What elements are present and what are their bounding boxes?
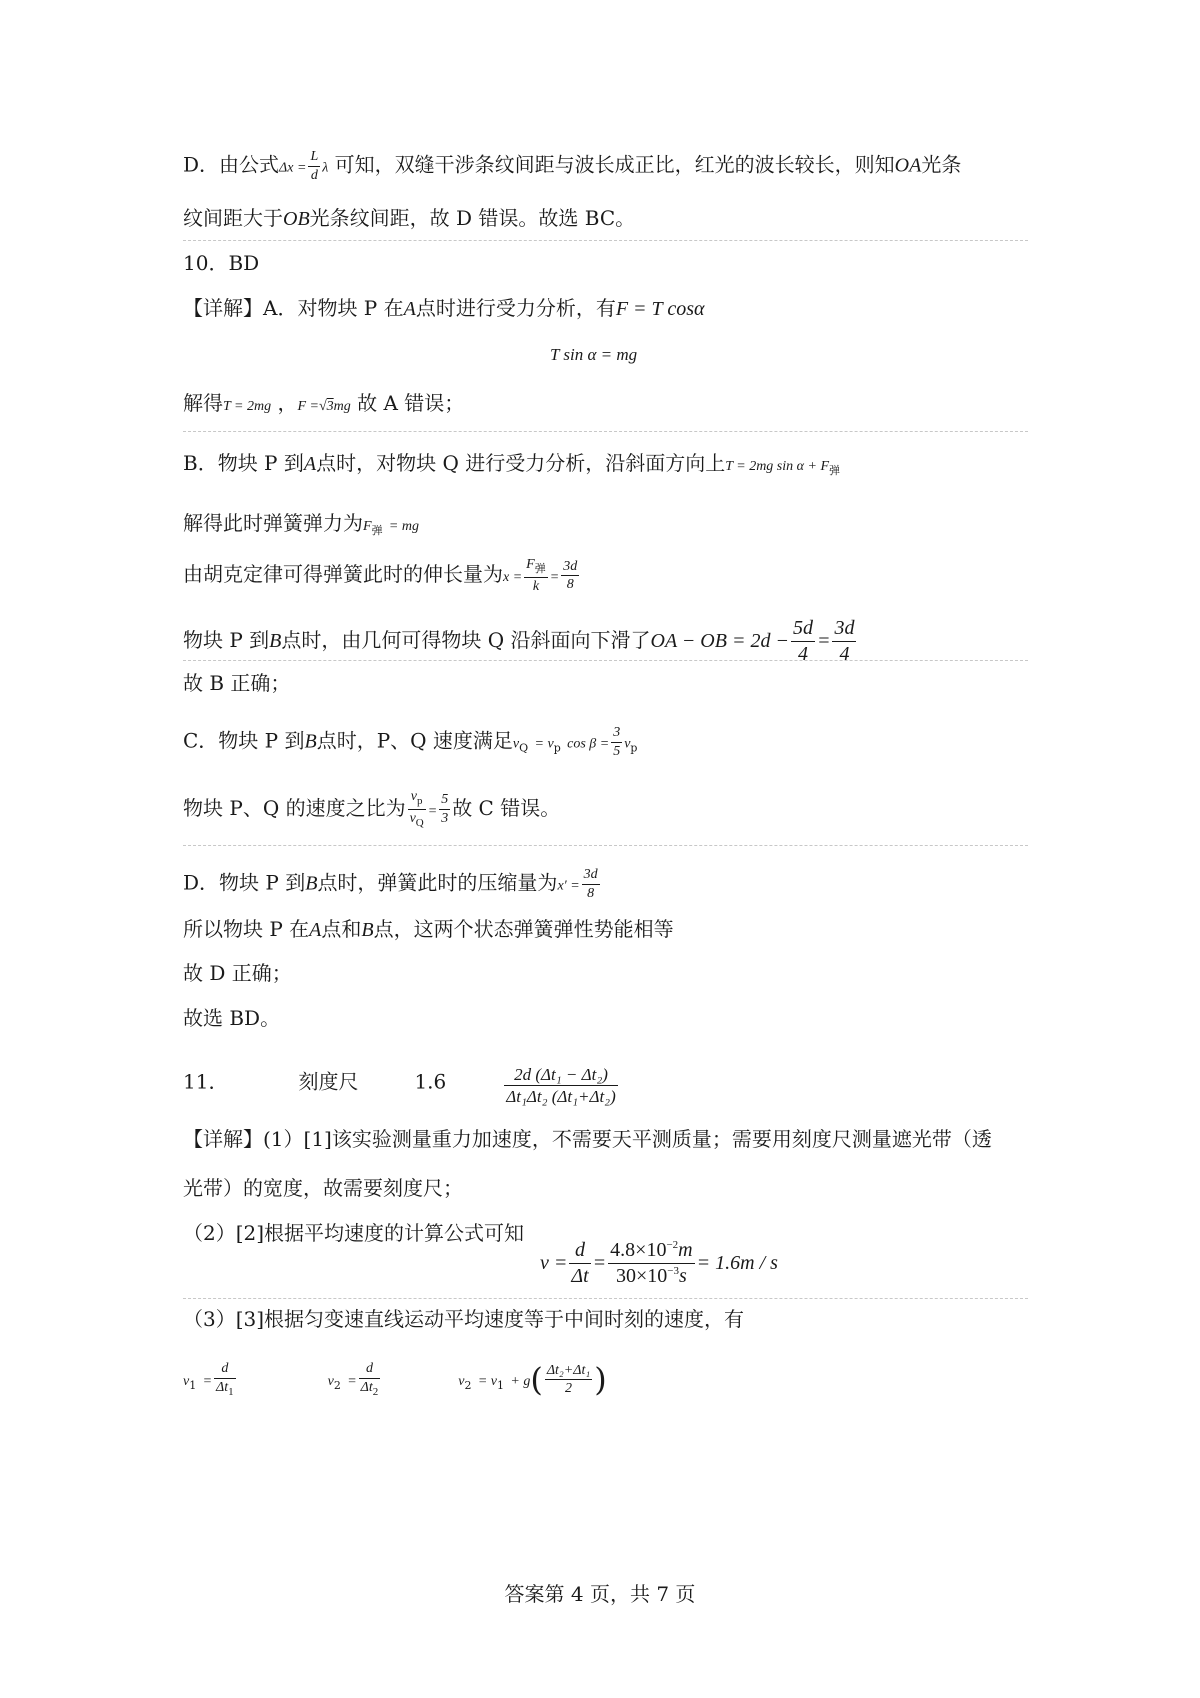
q10-solve-a: 解得T = 2mg ，F =√3mg 故 A 错误； [183, 391, 465, 415]
q10-geometry: 物块 P 到B点时，由几何可得物块 Q 沿斜面向下滑了OA − OB = 2d − $\frac{5d}{4}$ = $\frac{3d}{4}$ [183, 617, 855, 665]
divider [183, 1298, 1028, 1299]
fraction-3d-over-8: $\frac{3d}{8}$ [583, 867, 598, 901]
d-line-2: 纹间距大于OB光条纹间距，故 D 错误。故选 BC。 [183, 206, 636, 230]
q10-c-line: C．物块 P 到B点时，P、Q 速度满足$v_Q = v_p$ cos β = $\frac{3}{5}$ $v_p$ [183, 725, 638, 759]
q11-detail-3: （2）[2]根据平均速度的计算公式可知 [183, 1221, 525, 1245]
fraction-5d-over-4: $\frac{5d}{4}$ [792, 617, 813, 665]
q11-velocity-eq: v = $\frac{d}{\Delta t}$ = $\frac{4.8\times 10^{-2}m}{30\times 10^{-3}s}$ = 1.6m / s [540, 1239, 778, 1287]
q10-b-correct: 故 B 正确； [183, 671, 291, 695]
divider [183, 660, 1028, 661]
fraction-d-over-dt2: $\frac{d}{\Delta t_2}$ [360, 1361, 379, 1398]
q10-b-line: B．物块 P 到A点时，对物块 Q 进行受力分析，沿斜面方向上T = 2mg $\sin \alpha + F_弹$ [183, 451, 840, 477]
fraction-d-over-dt: $\frac{d}{\Delta t}$ [571, 1239, 589, 1287]
q10-number: 10．BD [183, 251, 260, 275]
q10-detail-a: 【详解】A．对物块 P 在A点时进行受力分析，有F = T cosα [183, 296, 705, 320]
q10-eq2: T sin α = mg [550, 345, 638, 364]
fraction-values: $\frac{4.8\times 10^{-2}m}{30\times 10^{-3}s}$ [610, 1239, 693, 1287]
fraction-answer-3: $\frac{\text{2d (Δt₁ − Δt₂)}}{\text{Δt₁Δt₂ (Δt₁+Δt₂)}}$ [506, 1065, 616, 1107]
fraction-5-over-3: $\frac{5}{3}$ [441, 792, 449, 826]
fraction-average-dt: $\frac{\text{Δt₂+Δt₁}}{2}$ [546, 1362, 591, 1397]
q10-hooke: 由胡克定律可得弹簧此时的伸长量为x = $\frac{F_弹}{k}$ = $\frac{3d}{8}$ [183, 557, 578, 594]
divider [183, 431, 1028, 432]
q11-velocity-equations: $v_1$ = $\frac{d}{\Delta t_1}$ $v_2$ = $\frac{d}{\Delta t_2}$ $v_2 = v_1 + g$( $\frac{\text{Δt₂+Δt₁}}{2}$ ) [183, 1360, 607, 1399]
fraction-3d-over-8: $\frac{3d}{8}$ [563, 558, 578, 593]
divider [183, 240, 1028, 241]
q11-detail-2: 光带）的宽度，故需要刻度尺； [183, 1176, 463, 1200]
q11-answers: 11． 刻度尺 1.6 $\frac{\text{2d (Δt₁ − Δt₂)}}{\text{Δt₁Δt₂ (Δt₁+Δt₂)}}$ [183, 1065, 616, 1107]
fraction-F-over-k: $\frac{F_弹}{k}$ [526, 557, 546, 594]
fraction-L-over-d: $\frac{L}{d}$ [310, 149, 319, 183]
page-footer: 答案第 4 页，共 7 页 [504, 1582, 696, 1606]
q10-spring-force: 解得此时弹簧弹力为$F_弹$ = mg [183, 511, 419, 537]
fraction-3-over-5: $\frac{3}{5}$ [613, 725, 621, 759]
q10-d-line: D．物块 P 到B点时，弹簧此时的压缩量为x′ = $\frac{3d}{8}$ [183, 867, 598, 901]
q10-d-correct: 故 D 正确； [183, 961, 292, 985]
sqrt-3: √3 [318, 399, 334, 414]
fraction-3d-over-4: $\frac{3d}{4}$ [834, 617, 855, 665]
q10-choose: 故选 BD。 [183, 1006, 281, 1030]
fraction-vp-over-vq: $\frac{v_p}{v_Q}$ [409, 789, 424, 829]
d-line-1: D．由公式Δx = $\frac{L}{d}$ λ 可知，双缝干涉条纹间距与波长成正比，红光的波长较长，则知OA光条 [183, 149, 962, 183]
divider [183, 845, 1028, 846]
fraction-d-over-dt1: $\frac{d}{\Delta t_1}$ [216, 1361, 234, 1398]
q10-ratio: 物块 P、Q 的速度之比为 $\frac{v_p}{v_Q}$ = $\frac{5}{3}$ 故 C 错误。 [183, 789, 561, 829]
q11-detail-1: 【详解】(1）[1]该实验测量重力加速度，不需要天平测质量；需要用刻度尺测量遮光带（透 [183, 1127, 992, 1151]
q10-energy: 所以物块 P 在A点和B点，这两个状态弹簧弹性势能相等 [183, 917, 674, 941]
q11-detail-4: （3）[3]根据匀变速直线运动平均速度等于中间时刻的速度，有 [183, 1307, 745, 1331]
